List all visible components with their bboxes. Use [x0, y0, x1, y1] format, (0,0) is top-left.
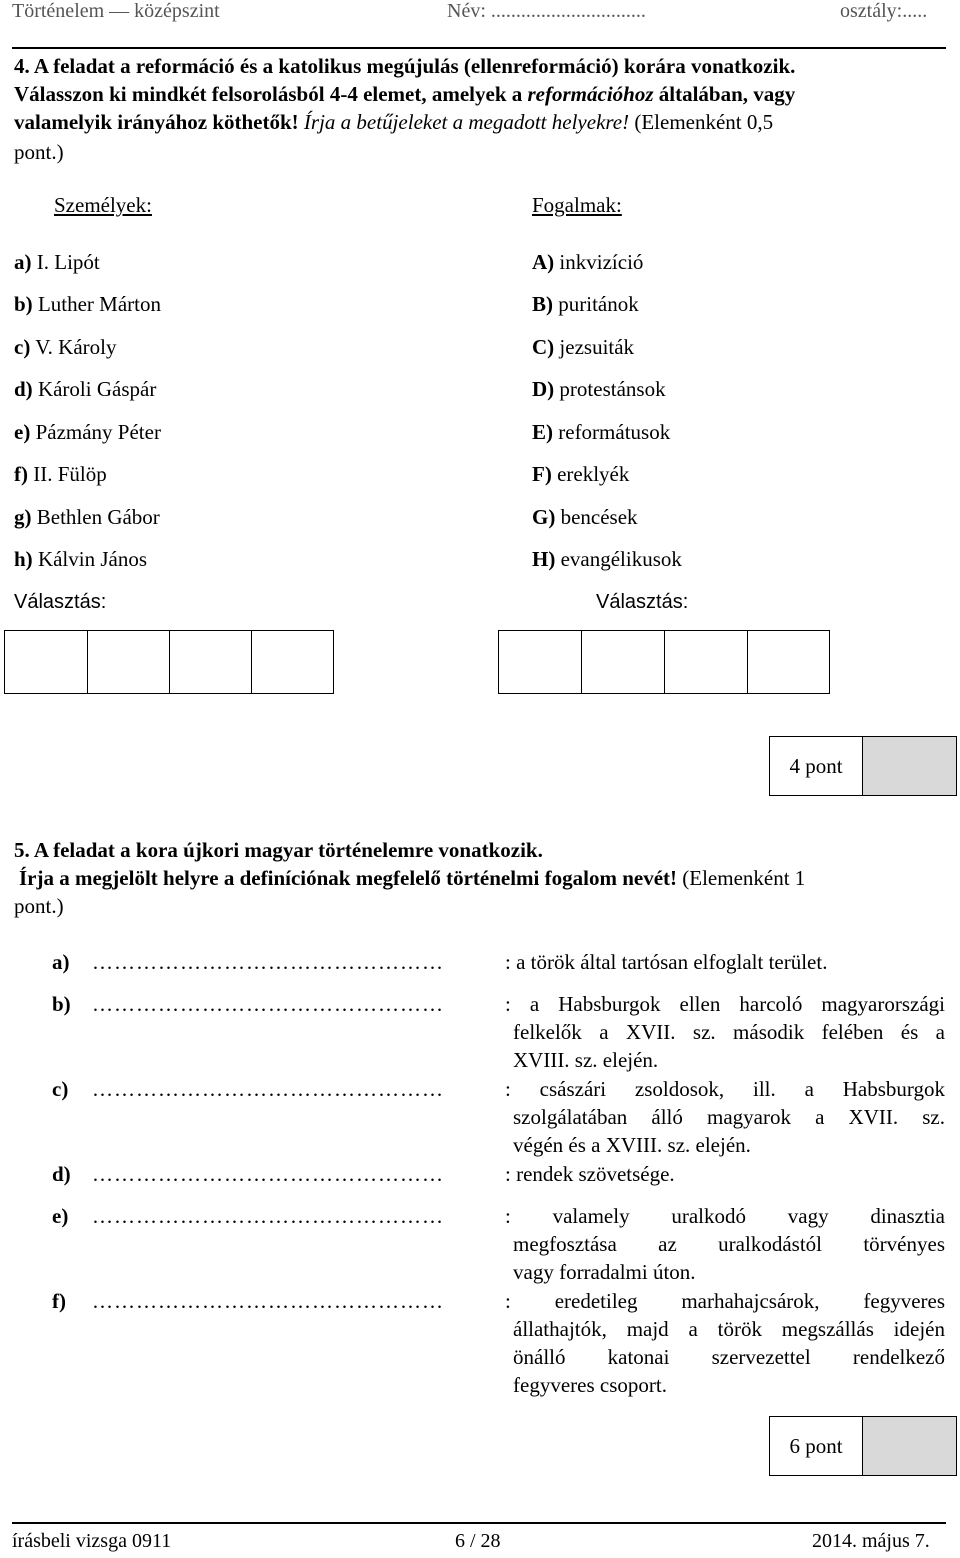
footer-page-number: 6 / 28 [455, 1530, 501, 1552]
list-item: D) protestánsok [532, 377, 666, 401]
answer-line-c[interactable]: ………………………………………… [92, 1077, 444, 1101]
task4-title: 4. A feladat a reformáció és a katolikus megújulás (ellenreformáció) korára vonatkozik. [14, 54, 796, 78]
footer-rule [12, 1522, 946, 1524]
header-rule [12, 47, 946, 49]
list-item: e) Pázmány Péter [14, 420, 161, 444]
list-item: b) Luther Márton [14, 292, 161, 316]
answer-cell-person-4[interactable] [251, 631, 333, 693]
answer-line-b[interactable]: ………………………………………… [92, 992, 444, 1016]
task4-instruction-line4: pont.) [14, 140, 64, 164]
answer-cell-concept-4[interactable] [747, 631, 829, 693]
list-item: a) I. Lipót [14, 250, 100, 274]
list-item: B) puritánok [532, 292, 639, 316]
definition-letter-d: d) [52, 1162, 71, 1186]
answer-cell-person-1[interactable] [5, 631, 87, 693]
list-item: A) inkvizíció [532, 250, 644, 274]
score-input[interactable] [863, 737, 956, 795]
answer-cell-concept-1[interactable] [499, 631, 581, 693]
definition-letter-b: b) [52, 992, 71, 1016]
definition-text-f: : eredetileg marhahajcsárok, fegyveres állathajtók, majd a török megszállás idején önálló katonai szervezettel rendelkező fegyveres csoport. [505, 1289, 945, 1397]
list-item: G) bencések [532, 505, 638, 529]
answer-line-d[interactable]: ………………………………………… [92, 1162, 444, 1186]
definition-text-b: : a Habsburgok ellen harcoló magyarországi felkelők a XVII. sz. második felében és a XVIII. sz. elején. [505, 992, 945, 1072]
definition-letter-c: c) [52, 1077, 69, 1101]
answer-line-a[interactable]: ………………………………………… [92, 950, 444, 974]
list-item: f) II. Fülöp [14, 462, 107, 486]
list-item: F) ereklyék [532, 462, 630, 486]
score-box-task5 [769, 1416, 957, 1476]
list-item: E) reformátusok [532, 420, 671, 444]
answer-cell-concept-2[interactable] [581, 631, 664, 693]
header-subject: Történelem — középszint [12, 0, 220, 22]
task4-instruction-line3: valamelyik irányához köthetők! Írja a betűjeleket a megadott helyekre! (Elemenként 0,5 [14, 110, 774, 134]
definition-text-c: : császári zsoldosok, ill. a Habsburgok szolgálatában álló magyarok a XVII. sz. végén és a XVIII. sz. elején. [505, 1077, 945, 1157]
choice-label-left: Választás: [14, 591, 107, 613]
score-box-task4 [769, 736, 957, 796]
list-item: C) jezsuiták [532, 335, 635, 359]
header-class-label: osztály:..... [840, 0, 928, 22]
header-name-label: Név: ............................... [447, 0, 646, 22]
answer-cell-person-3[interactable] [169, 631, 251, 693]
list-item: d) Károli Gáspár [14, 377, 157, 401]
list-item: h) Kálvin János [14, 547, 148, 571]
choice-label-right: Választás: [596, 591, 689, 613]
task4-instruction-line2: Válasszon ki mindkét felsorolásból 4-4 elemet, amelyek a reformációhoz általában, vagy [14, 82, 796, 106]
answer-line-f[interactable]: ………………………………………… [92, 1289, 444, 1313]
list-item: g) Bethlen Gábor [14, 505, 160, 529]
definition-letter-a: a) [52, 950, 70, 974]
footer-date: 2014. május 7. [812, 1530, 930, 1552]
definition-letter-e: e) [52, 1204, 69, 1228]
score-label: 4 pont [770, 737, 863, 795]
definition-text-a: : a török által tartósan elfoglalt terület. [505, 950, 828, 974]
definition-text-d: : rendek szövetsége. [505, 1162, 675, 1186]
footer-exam-label: írásbeli vizsga 0911 [12, 1530, 172, 1552]
answer-cell-person-2[interactable] [87, 631, 169, 693]
list-item: H) evangélikusok [532, 547, 682, 571]
answer-cell-concept-3[interactable] [664, 631, 747, 693]
task5-title: 5. A feladat a kora újkori magyar történelemre vonatkozik. [14, 838, 543, 862]
answer-grid-concepts [498, 630, 830, 694]
definition-text-e: : valamely uralkodó vagy dinasztia megfosztása az uralkodástól törvényes vagy forradalmi úton. [505, 1204, 945, 1284]
list-item: c) V. Károly [14, 335, 117, 359]
task5-instruction-line2: Írja a megjelölt helyre a definíciónak megfelelő történelmi fogalom nevét! (Elemenként 1 [19, 866, 806, 890]
definition-letter-f: f) [52, 1289, 66, 1313]
answer-grid-persons [4, 630, 334, 694]
score-input[interactable] [863, 1417, 956, 1475]
task5-instruction-line3: pont.) [14, 894, 64, 918]
answer-line-e[interactable]: ………………………………………… [92, 1204, 444, 1228]
score-label: 6 pont [770, 1417, 863, 1475]
persons-header: Személyek: [54, 193, 152, 217]
concepts-header: Fogalmak: [532, 193, 622, 217]
